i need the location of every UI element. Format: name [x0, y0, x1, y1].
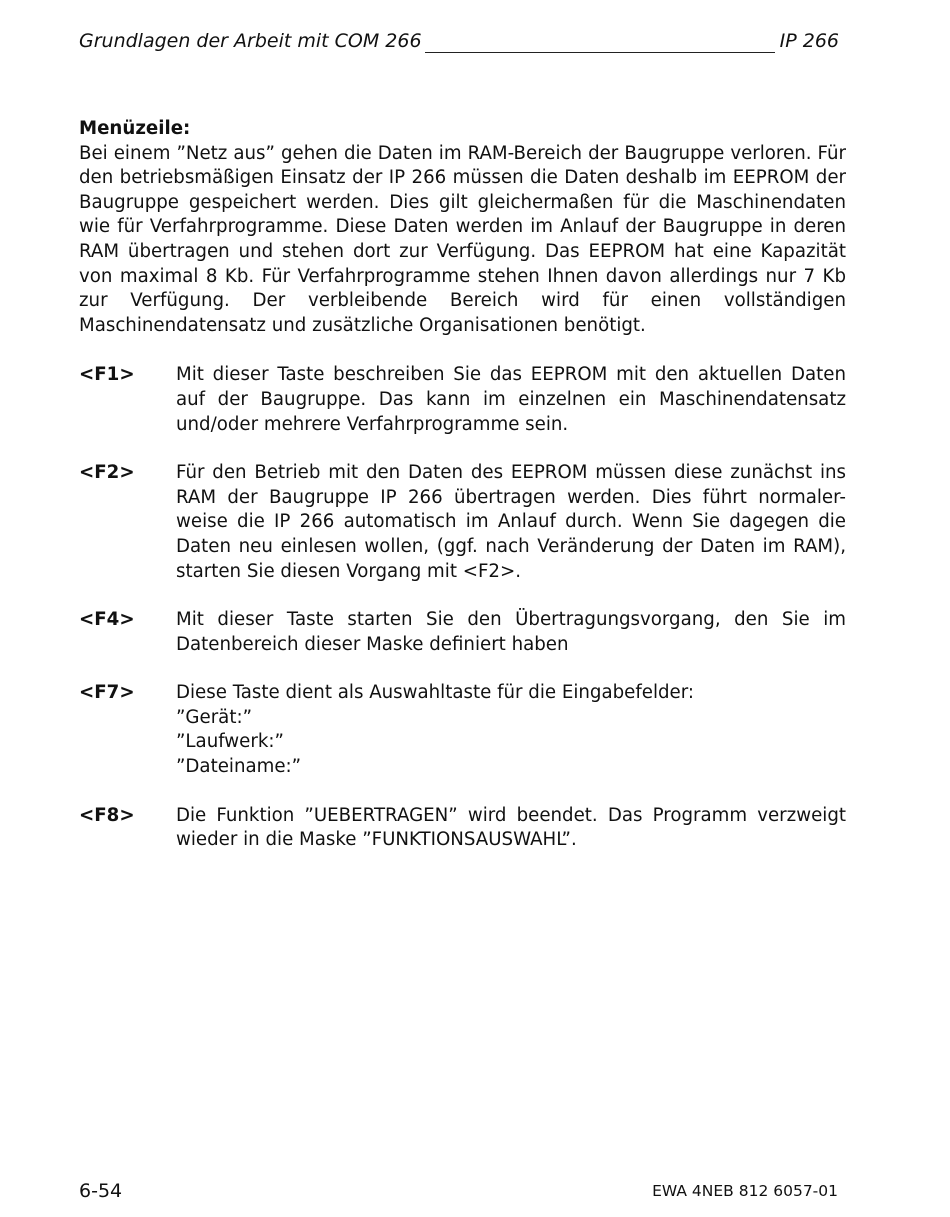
input-field-name-laufwerk: ”Laufwerk:” [176, 731, 284, 753]
key-row-f2 [79, 461, 846, 584]
page-content [79, 117, 846, 877]
key-row-f7 [79, 681, 846, 779]
key-row-f4 [79, 608, 846, 657]
page-number: 6-54 [79, 1180, 123, 1202]
input-field-name-geraet: ”Gerät:” [176, 706, 253, 728]
header-rule [425, 52, 775, 53]
header-title: Grundlagen der Arbeit mit COM 266 [79, 30, 422, 52]
key-desc-f4: Mit dieser Taste starten Sie den Übertragungsvorgang, den Sie im Datenbereich dieser Maske definiert haben [176, 609, 846, 655]
key-desc-f2: Für den Betrieb mit den Daten des EEPROM müssen diese zunächst ins RAM der Baugruppe IP 266 übertragen werden. Dies führt normaler-weise die IP 266 automatisch im Anlauf durch. Wenn Sie dagegen die Daten neu einlesen wollen, (ggf. nach Veränderung der Daten im RAM), starten Sie diesen Vorgang mit <F2>. [176, 462, 846, 582]
key-desc-f7 [176, 681, 846, 779]
page-header [79, 30, 839, 56]
key-label-f7: <F7> [79, 682, 135, 704]
key-desc-f8: Die Funktion ”UEBERTRAGEN” wird beendet. Das Programm verzweigt wieder in die Maske ”FUNKTIONSAUSWAHL”. [176, 804, 846, 851]
input-field-name-dateiname: ”Dateiname:” [176, 756, 302, 778]
function-key-list [79, 363, 846, 853]
key-desc-f7-text: Diese Taste dient als Auswahltaste für die Eingabefelder: [176, 682, 695, 704]
key-desc-f1: Mit dieser Taste beschreiben Sie das EEPROM mit den aktuellen Daten auf der Baugruppe. Das kann im einzelnen ein Maschinendatensatz und/oder mehrere Verfahrprogramme sein. [176, 364, 846, 435]
key-label-f8: <F8> [79, 804, 135, 826]
header-module: IP 266 [779, 30, 839, 52]
section-title: Menüzeile: [79, 118, 191, 139]
document-id: EWA 4NEB 812 6057-01 [652, 1182, 838, 1200]
section-intro: Bei einem ”Netz aus” gehen die Daten im RAM-Bereich der Baugruppe verloren. Für den betriebsmäßigen Einsatz der IP 266 müssen die Daten deshalb im EEPROM der Baugruppe gespeichert werden. Dies gilt gleichermaßen für die Maschinendaten wie für Verfahrprogramme. Diese Daten werden im Anlauf der Baugruppe in deren RAM übertragen und stehen dort zur Verfügung. Das EEPROM hat eine Kapazität von maximal 8 Kb. Für Verfahrprogramme stehen Ihnen davon allerdings nur 7 Kb zur Verfügung. Der verbleibende Bereich wird für einen vollständigen Maschinendatensatz und zusätzliche Organisationen benötigt. [79, 142, 846, 336]
key-label-f4: <F4> [79, 609, 135, 631]
key-label-f1: <F1> [79, 364, 135, 386]
key-row-f8 [79, 804, 846, 853]
key-label-f2: <F2> [79, 462, 135, 484]
key-row-f1 [79, 363, 846, 437]
